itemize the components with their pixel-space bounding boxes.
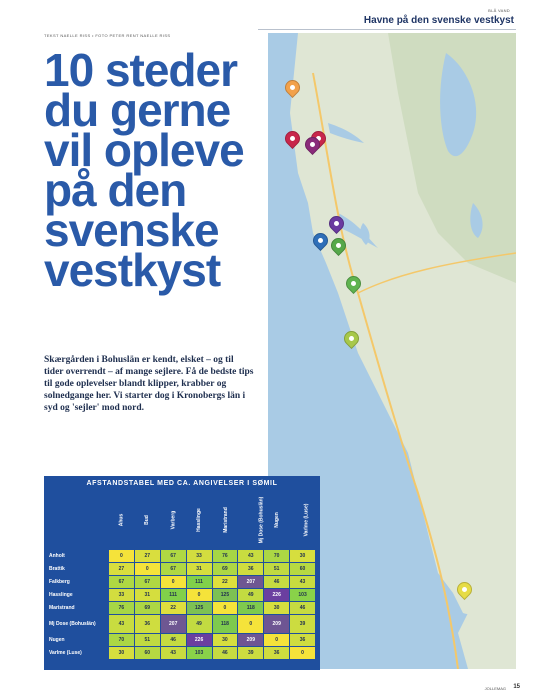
table-cell: 69 [212, 563, 238, 576]
column-header: Nugen [264, 491, 290, 550]
table-cell: 207 [238, 576, 264, 589]
table-cell: 30 [212, 634, 238, 647]
table-row [49, 576, 316, 589]
page-number: 15 [513, 684, 520, 690]
footer-publication: JOLLEMAG [484, 686, 506, 691]
table-cell: 39 [290, 615, 316, 634]
section-title: Havne på den svenske vestkyst [363, 15, 514, 26]
table-cell: 69 [134, 602, 160, 615]
column-header: Varlme (Luse) [290, 491, 316, 550]
column-header: Maristrand [212, 491, 238, 550]
table-cell: 30 [264, 602, 290, 615]
table-cell: 30 [109, 647, 135, 660]
table-cell: 43 [290, 576, 316, 589]
table-cell: 49 [186, 615, 212, 634]
table-cell: 0 [160, 576, 186, 589]
table-cell: 31 [134, 589, 160, 602]
row-header: Maristrand [49, 602, 109, 615]
table-cell: 36 [290, 634, 316, 647]
table-cell: 0 [109, 550, 135, 563]
row-header: Falkberg [49, 576, 109, 589]
table-cell: 46 [290, 602, 316, 615]
distance-table [44, 476, 320, 670]
table-cell: 67 [109, 576, 135, 589]
table-cell: 111 [186, 576, 212, 589]
row-header: Brattik [49, 563, 109, 576]
headline-line: svenske [44, 204, 219, 256]
table-row [49, 602, 316, 615]
row-header: Hasslinge [49, 589, 109, 602]
table-row [49, 589, 316, 602]
table-cell: 22 [212, 576, 238, 589]
table-cell: 103 [186, 647, 212, 660]
table-cell: 0 [290, 647, 316, 660]
table-cell: 51 [134, 634, 160, 647]
table-cell: 125 [186, 602, 212, 615]
table-cell: 43 [109, 615, 135, 634]
table-cell: 33 [109, 589, 135, 602]
column-header: Hasslinge [186, 491, 212, 550]
table-cell: 46 [160, 634, 186, 647]
table-cell: 0 [238, 615, 264, 634]
table-cell: 43 [238, 550, 264, 563]
table-row [49, 615, 316, 634]
headline-line: 10 steder [44, 44, 238, 96]
table-cell: 36 [134, 615, 160, 634]
table-cell: 67 [134, 576, 160, 589]
table-cell: 207 [160, 615, 186, 634]
table-cell: 76 [109, 602, 135, 615]
table-cell: 46 [264, 576, 290, 589]
byline: TEKST NAELLE RISS • FOTO PETER RENT NAELLE RISS [44, 33, 171, 38]
table-cell: 70 [109, 634, 135, 647]
table-cell: 27 [109, 563, 135, 576]
row-header: Varlme (Luse) [49, 647, 109, 660]
section-tag: BLÅ VAND [488, 8, 510, 13]
table-cell: 103 [290, 589, 316, 602]
table-cell: 118 [238, 602, 264, 615]
section-divider [258, 29, 516, 30]
table-cell: 27 [134, 550, 160, 563]
table-row [49, 634, 316, 647]
table-cell: 60 [290, 563, 316, 576]
headline [44, 44, 284, 296]
table-cell: 39 [238, 647, 264, 660]
table-title: AFSTANDSTABEL MED CA. ANGIVELSER I SØMIL [86, 480, 278, 487]
table-cell: 31 [186, 563, 212, 576]
table-row [49, 563, 316, 576]
headline-line: vestkyst [44, 244, 221, 296]
table-cell: 22 [160, 602, 186, 615]
headline-line: du gerne [44, 84, 231, 136]
table-cell: 0 [212, 602, 238, 615]
table-cell: 51 [264, 563, 290, 576]
table-cell: 118 [212, 615, 238, 634]
table-row [49, 550, 316, 563]
table-cell: 125 [212, 589, 238, 602]
table-cell: 36 [238, 563, 264, 576]
intro-text: Skærgården i Bohuslän er kendt, elsket – og til tider overrendt – af mange sejlere. Få de bedste tips til gode oplevelser blandt klipper, krabber og solnedgange her. Vi starter dog i Kronobergs län i syd og 'sejler' mod nord. [44, 355, 254, 413]
table-cell: 0 [264, 634, 290, 647]
table-cell: 76 [212, 550, 238, 563]
table-row [49, 647, 316, 660]
table-cell: 60 [134, 647, 160, 660]
table-cell: 67 [160, 550, 186, 563]
column-header: Bud [134, 491, 160, 550]
table-cell: 111 [160, 589, 186, 602]
headline-line: vil opleve [44, 124, 244, 176]
row-header: Nugen [49, 634, 109, 647]
column-header: Varberg [160, 491, 186, 550]
table-cell: 33 [186, 550, 212, 563]
table-cell: 70 [264, 550, 290, 563]
corner-cell [49, 491, 109, 550]
column-header: Ahus [109, 491, 135, 550]
table-cell: 49 [238, 589, 264, 602]
table-cell: 67 [160, 563, 186, 576]
table-cell: 209 [238, 634, 264, 647]
table-cell: 46 [212, 647, 238, 660]
distance-grid [48, 490, 316, 660]
table-cell: 43 [160, 647, 186, 660]
row-header: Mj Dose (Bohuslän) [49, 615, 109, 634]
table-cell: 209 [264, 615, 290, 634]
table-cell: 226 [186, 634, 212, 647]
headline-line: på den [44, 164, 187, 216]
table-cell: 0 [134, 563, 160, 576]
row-header: Anholt [49, 550, 109, 563]
column-header: Mj Dose (Bohuslän) [238, 491, 264, 550]
table-cell: 226 [264, 589, 290, 602]
table-cell: 30 [290, 550, 316, 563]
table-cell: 36 [264, 647, 290, 660]
table-cell: 0 [186, 589, 212, 602]
